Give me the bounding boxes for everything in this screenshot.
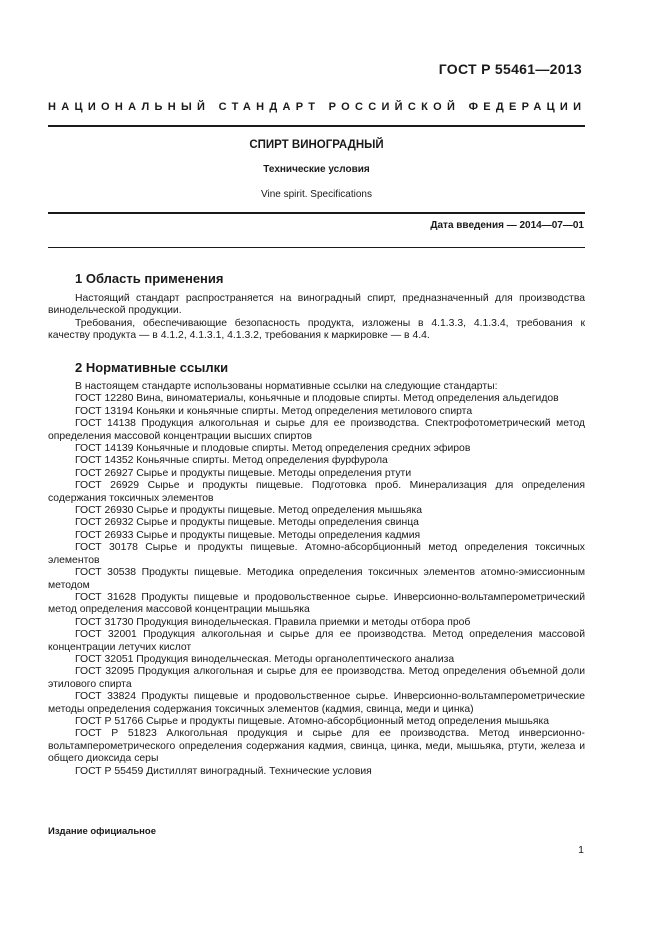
reference-item: ГОСТ 26930 Сырье и продукты пищевые. Метод определения мышьяка	[75, 505, 423, 517]
reference-item: ГОСТ 26933 Сырье и продукты пищевые. Методы определения кадмия	[75, 529, 421, 541]
reference-item: ГОСТ 30178 Сырье и продукты пищевые. Атомно-абсорбционный метод определения токсичных элементов	[48, 542, 585, 566]
gost-number: ГОСТ Р 55461—2013	[438, 61, 582, 77]
paragraph: Требования, обеспечивающие безопасность продукта, изложены в 4.1.3.3, 4.1.3.4, требования к качеству продукта — в 4.1.2, 4.1.3.1, 4.1.3.2, требования к маркировке — в 4.4.	[48, 317, 585, 342]
document-title: СПИРТ ВИНОГРАДНЫЙ	[249, 139, 384, 151]
reference-item: ГОСТ 12280 Вина, виноматериалы, коньячные и плодовые спирты. Метод определения альдегидов	[75, 393, 559, 405]
section-heading-scope: 1 Область применения	[75, 271, 224, 286]
paragraph: В настоящем стандарте использованы нормативные ссылки на следующие стандарты:	[75, 381, 498, 392]
section-references-body	[48, 381, 585, 778]
title-divider	[48, 212, 585, 214]
national-standard-banner: НАЦИОНАЛЬНЫЙ СТАНДАРТ РОССИЙСКОЙ ФЕДЕРАЦИИ	[48, 101, 587, 113]
reference-item: ГОСТ 32095 Продукция алкогольная и сырье для ее производства. Метод определения объемной доли этилового спирта	[48, 666, 585, 690]
reference-item: ГОСТ 13194 Коньяки и коньячные спирты. Метод определения метилового спирта	[75, 405, 473, 417]
reference-item: ГОСТ 14352 Коньячные спирты. Метод определения фурфурола	[75, 455, 388, 467]
reference-item: ГОСТ Р 55459 Дистиллят виноградный. Технические условия	[75, 765, 372, 777]
reference-item: ГОСТ 31628 Продукты пищевые и продовольственное сырье. Инверсионно-вольтамперометрический метод определения массовой концентрации мышьяка	[48, 591, 585, 616]
paragraph: Настоящий стандарт распространяется на виноградный спирт, предназначенный для производства винодельческой продукции.	[48, 293, 585, 317]
reference-item: ГОСТ 14139 Коньячные и плодовые спирты. Метод определения средних эфиров	[75, 443, 471, 455]
page-number: 1	[578, 844, 584, 856]
reference-item: ГОСТ 26927 Сырье и продукты пищевые. Методы определения ртути	[75, 467, 412, 479]
section-heading-references: 2 Нормативные ссылки	[75, 360, 229, 375]
reference-item: ГОСТ Р 51823 Алкогольная продукция и сырье для ее производства. Метод инверсионно-вольтамперометрического определения содержания кадмия, свинца, цинка, меди, мышьяка, ртути, железа и общего диоксида серы	[48, 728, 585, 765]
reference-item: ГОСТ Р 51766 Сырье и продукты пищевые. Атомно-абсорбционный метод определения мышьяка	[75, 715, 550, 727]
document-subtitle: Технические условия	[263, 164, 370, 175]
reference-item: ГОСТ 31730 Продукция винодельческая. Правила приемки и методы отбора проб	[75, 616, 471, 628]
reference-item: ГОСТ 26932 Сырье и продукты пищевые. Методы определения свинца	[75, 517, 419, 529]
date-divider	[48, 247, 585, 248]
reference-item: ГОСТ 26929 Сырье и продукты пищевые. Подготовка проб. Минерализация для определения содержания токсичных элементов	[48, 480, 585, 504]
section-scope-body	[48, 293, 585, 343]
reference-item: ГОСТ 32051 Продукция винодельческая. Методы органолептического анализа	[75, 653, 455, 665]
reference-item: ГОСТ 32001 Продукция алкогольная и сырье для ее производства. Метод определения массовой концентрации летучих кислот	[48, 629, 585, 653]
reference-item: ГОСТ 30538 Продукты пищевые. Методика определения токсичных элементов атомно-эмиссионным методом	[48, 567, 585, 591]
official-edition-label: Издание официальное	[48, 826, 156, 837]
reference-item: ГОСТ 14138 Продукция алкогольная и сырье для ее производства. Спектрофотометрический метод определения массовой концентрации высших спиртов	[48, 418, 585, 442]
top-divider	[48, 125, 585, 127]
introduction-date: Дата введения — 2014—07—01	[430, 220, 584, 231]
reference-item: ГОСТ 33824 Продукты пищевые и продовольственное сырье. Инверсионно-вольтамперометрические методы определения содержания токсичных элементов (кадмия, свинца, меди и цинка)	[48, 691, 585, 715]
document-english-title: Vine spirit. Specifications	[261, 189, 372, 200]
